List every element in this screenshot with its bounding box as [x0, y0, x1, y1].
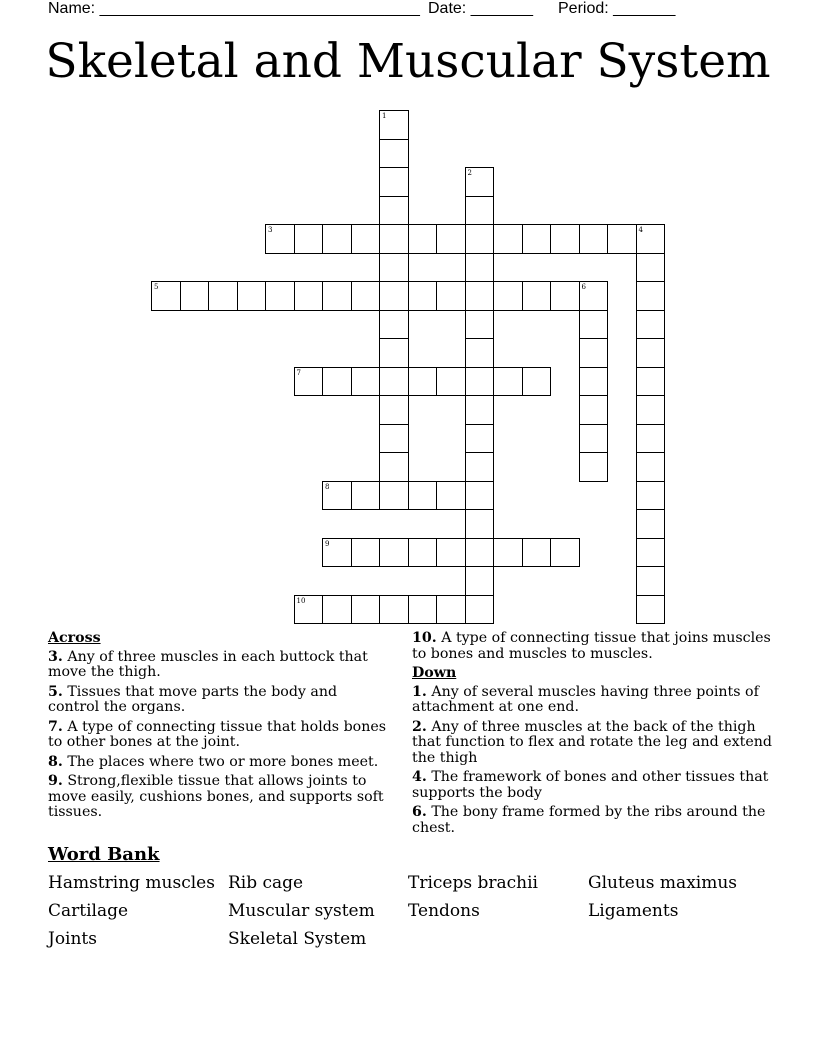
clue-number-label: 7 [296, 368, 301, 377]
clue-number-label: 5 [154, 283, 159, 291]
period-field[interactable]: Period: _______ [558, 0, 676, 17]
crossword-cell[interactable] [636, 395, 666, 425]
crossword-cell[interactable] [522, 367, 552, 397]
clues-left-column [48, 631, 388, 825]
crossword-cell[interactable] [636, 253, 666, 283]
crossword-cell[interactable] [322, 367, 352, 397]
crossword-cell[interactable] [379, 224, 409, 254]
crossword-cell[interactable] [379, 110, 409, 140]
crossword-cell[interactable] [151, 281, 181, 311]
crossword-cell[interactable] [408, 595, 438, 625]
crossword-cell[interactable] [436, 224, 466, 254]
crossword-cell[interactable] [579, 395, 609, 425]
crossword-cell[interactable] [379, 481, 409, 511]
crossword-cell[interactable] [465, 452, 495, 482]
crossword-cell[interactable] [379, 367, 409, 397]
crossword-cell[interactable] [322, 281, 352, 311]
crossword-cell[interactable] [408, 224, 438, 254]
crossword-cell[interactable] [465, 253, 495, 283]
clue-number-label: 9 [325, 539, 330, 548]
crossword-cell[interactable] [636, 509, 666, 539]
crossword-cell[interactable] [493, 224, 523, 254]
clue-number-label: 2 [467, 169, 472, 177]
crossword-cell[interactable] [408, 367, 438, 397]
crossword-cell[interactable] [522, 538, 552, 568]
crossword-cell[interactable] [351, 224, 381, 254]
crossword-cell[interactable] [294, 224, 324, 254]
crossword-cell[interactable] [351, 367, 381, 397]
crossword-cell[interactable] [465, 196, 495, 226]
crossword-cell[interactable] [636, 367, 666, 397]
crossword-cell[interactable] [322, 224, 352, 254]
crossword-cell[interactable] [237, 281, 267, 311]
clue-across-10: 10. A type of connecting tissue that joins muscles to bones and muscles to muscles. [412, 630, 771, 662]
crossword-cell[interactable] [379, 139, 409, 169]
word-bank-item: Hamstring muscles [48, 873, 215, 893]
word-bank-item: Rib cage [228, 873, 304, 893]
crossword-cell[interactable] [522, 224, 552, 254]
clue-number-label: 3 [268, 226, 273, 234]
crossword-cell[interactable] [408, 538, 438, 568]
crossword-cell[interactable] [379, 167, 409, 197]
crossword-cell[interactable] [379, 253, 409, 283]
crossword-cell[interactable] [351, 281, 381, 311]
crossword-cell[interactable] [294, 281, 324, 311]
word-bank-item: Muscular system [228, 901, 375, 921]
crossword-cell[interactable] [636, 310, 666, 340]
crossword-cell[interactable] [550, 281, 580, 311]
crossword-cell[interactable] [465, 538, 495, 568]
crossword-cell[interactable] [493, 367, 523, 397]
across-heading: Across [48, 630, 101, 646]
crossword-cell[interactable] [294, 367, 324, 397]
crossword-cell[interactable] [579, 224, 609, 254]
crossword-cell[interactable] [493, 281, 523, 311]
crossword-cell[interactable] [465, 281, 495, 311]
crossword-cell[interactable] [351, 595, 381, 625]
crossword-cell[interactable] [465, 566, 495, 596]
crossword-cell[interactable] [322, 538, 352, 568]
crossword-cell[interactable] [408, 281, 438, 311]
down-heading: Down [412, 665, 457, 681]
clues-right-column [412, 631, 772, 840]
crossword-cell[interactable] [436, 595, 466, 625]
crossword-cell[interactable] [379, 281, 409, 311]
crossword-cell[interactable] [265, 281, 295, 311]
word-bank-title: Word Bank [48, 844, 160, 865]
crossword-cell[interactable] [465, 424, 495, 454]
clue-number-label: 4 [638, 226, 643, 234]
crossword-cell[interactable] [579, 281, 609, 311]
clue-across-8: 8. The places where two or more bones meet. [48, 753, 379, 770]
crossword-cell[interactable] [465, 395, 495, 425]
clue-across-3: 3. Any of three muscles in each buttock that move the thigh. [48, 648, 368, 680]
clue-across-7: 7. A type of connecting tissue that holds bones to other bones at the joint. [48, 718, 387, 750]
word-bank-item: Cartilage [48, 901, 129, 921]
crossword-cell[interactable] [636, 281, 666, 311]
crossword-cell[interactable] [379, 338, 409, 368]
clue-down-6: 6. The bony frame formed by the ribs around the chest. [412, 804, 766, 836]
crossword-cell[interactable] [465, 224, 495, 254]
page-title: Skeletal and Muscular System [45, 34, 771, 89]
crossword-cell[interactable] [436, 538, 466, 568]
crossword-cell[interactable] [607, 224, 637, 254]
crossword-cell[interactable] [636, 595, 666, 625]
crossword-cell[interactable] [465, 338, 495, 368]
crossword-cell[interactable] [636, 224, 666, 254]
word-bank-item: Ligaments [588, 901, 679, 921]
crossword-cell[interactable] [465, 310, 495, 340]
name-field[interactable]: Name: ____________________________________ [48, 0, 420, 17]
word-bank-item: Tendons [408, 901, 480, 921]
crossword-cell[interactable] [465, 167, 495, 197]
crossword-cell[interactable] [351, 538, 381, 568]
crossword-cell[interactable] [379, 196, 409, 226]
crossword-cell[interactable] [636, 538, 666, 568]
date-field[interactable]: Date: _______ [428, 0, 533, 17]
word-bank [48, 872, 768, 950]
crossword-cell[interactable] [408, 481, 438, 511]
crossword-cell[interactable] [322, 595, 352, 625]
crossword-cell[interactable] [436, 367, 466, 397]
clue-across-9: 9. Strong,flexible tissue that allows joints to move easily, cushions bones, and supports soft tissues. [48, 773, 384, 820]
crossword-cell[interactable] [465, 595, 495, 625]
crossword-cell[interactable] [379, 452, 409, 482]
crossword-cell[interactable] [379, 538, 409, 568]
crossword-cell[interactable] [465, 481, 495, 511]
crossword-cell[interactable] [550, 538, 580, 568]
crossword-cell[interactable] [636, 338, 666, 368]
word-bank-item: Skeletal System [228, 929, 367, 949]
clue-number-label: 10 [296, 596, 306, 605]
crossword-cell[interactable] [265, 224, 295, 254]
crossword-cell[interactable] [379, 424, 409, 454]
crossword-cell[interactable] [322, 481, 352, 511]
crossword-cell[interactable] [465, 509, 495, 539]
crossword-cell[interactable] [436, 481, 466, 511]
crossword-cell[interactable] [579, 452, 609, 482]
word-bank-item: Joints [48, 929, 97, 949]
word-bank-item: Triceps brachii [408, 873, 538, 893]
clue-down-1: 1. Any of several muscles having three points of attachment at one end. [412, 683, 759, 715]
crossword-cell[interactable] [379, 395, 409, 425]
clue-number-label: 1 [382, 112, 387, 120]
crossword-cell[interactable] [436, 281, 466, 311]
crossword-cell[interactable] [294, 595, 324, 625]
crossword-cell[interactable] [379, 310, 409, 340]
crossword-cell[interactable] [579, 424, 609, 454]
crossword-cell[interactable] [180, 281, 210, 311]
crossword-cell[interactable] [579, 338, 609, 368]
clue-down-2: 2. Any of three muscles at the back of the thigh that function to flex and rotate the leg and extend the thigh [412, 718, 772, 766]
crossword-cell[interactable] [208, 281, 238, 311]
clue-number-label: 6 [581, 283, 586, 291]
crossword-cell[interactable] [465, 367, 495, 397]
crossword-cell[interactable] [636, 566, 666, 596]
clue-down-4: 4. The framework of bones and other tissues that supports the body [412, 769, 769, 801]
clue-number-label: 8 [325, 482, 330, 491]
crossword-cell[interactable] [493, 538, 523, 568]
crossword-cell[interactable] [550, 224, 580, 254]
word-bank-item: Gluteus maximus [588, 873, 738, 893]
crossword-cell[interactable] [351, 481, 381, 511]
clue-across-5: 5. Tissues that move parts the body and control the organs. [48, 683, 338, 715]
crossword-cell[interactable] [636, 481, 666, 511]
crossword-cell[interactable] [636, 424, 666, 454]
crossword-cell[interactable] [379, 595, 409, 625]
crossword-cell[interactable] [636, 452, 666, 482]
crossword-cell[interactable] [579, 310, 609, 340]
crossword-cell[interactable] [579, 367, 609, 397]
crossword-cell[interactable] [522, 281, 552, 311]
